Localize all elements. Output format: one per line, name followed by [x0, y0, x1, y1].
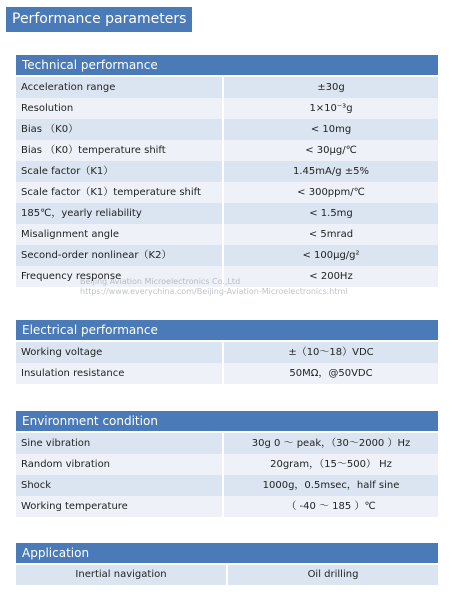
param-value: 30g 0 ～ peak，（30～2000 ）Hz [222, 433, 438, 454]
watermark-url: https://www.everychina.com/Beijing-Aviation-Microelectronics.html [80, 287, 348, 296]
table-row [16, 454, 438, 475]
application-section [16, 543, 438, 585]
param-value: < 5mrad [222, 224, 438, 245]
param-label: Second-order nonlinear（K2） [21, 250, 172, 261]
param-value: 1×10⁻³g [222, 98, 438, 119]
electrical-performance-table [16, 342, 438, 384]
param-value: 1.45mA/g ±5% [222, 161, 438, 182]
param-value: ±30g [222, 77, 438, 98]
param-label: Frequency response [21, 271, 122, 282]
param-label: Shock [21, 480, 52, 491]
param-label: Acceleration range [21, 82, 116, 93]
param-label: Misalignment angle [21, 229, 120, 240]
application-item: Inertial navigation [75, 569, 167, 580]
param-label: Insulation resistance [21, 368, 125, 379]
param-value: < 200Hz [222, 266, 438, 287]
param-value: 1000g，0.5msec，half sine [222, 475, 438, 496]
param-label: Bias （K0）temperature shift [21, 145, 166, 156]
param-value: ±（10～18）VDC [222, 342, 438, 363]
table-row [16, 433, 438, 454]
table-row [16, 224, 438, 245]
electrical-performance-header: Electrical performance [16, 320, 438, 342]
table-row [16, 98, 438, 119]
watermark-company: Beijing Aviation Microelectronics Co.,Ltd [80, 277, 241, 286]
table-row [16, 161, 438, 182]
page-title: Performance parameters [6, 7, 192, 32]
table-row [16, 119, 438, 140]
table-row [16, 496, 438, 517]
table-row [16, 203, 438, 224]
technical-performance-section [16, 55, 438, 287]
table-row [16, 475, 438, 496]
environment-condition-table [16, 433, 438, 517]
environment-condition-header: Environment condition [16, 411, 438, 433]
param-value: < 100μg/g² [222, 245, 438, 266]
table-row [16, 342, 438, 363]
param-value: 50MΩ，@50VDC [222, 363, 438, 384]
table-row [16, 182, 438, 203]
environment-condition-section [16, 411, 438, 517]
param-label: Sine vibration [21, 438, 91, 449]
param-label: Working voltage [21, 347, 103, 358]
table-row [16, 266, 438, 287]
param-value: < 10mg [222, 119, 438, 140]
param-label: Scale factor（K1）temperature shift [21, 187, 201, 198]
application-header: Application [16, 543, 438, 565]
technical-performance-header: Technical performance [16, 55, 438, 77]
application-item: Oil drilling [226, 565, 438, 585]
param-value: < 1.5mg [222, 203, 438, 224]
param-label: Scale factor（K1） [21, 166, 114, 177]
param-label: Working temperature [21, 501, 128, 512]
param-value: 20gram，（15～500） Hz [222, 454, 438, 475]
param-value: < 30μg/℃ [222, 140, 438, 161]
table-row [16, 245, 438, 266]
technical-performance-table [16, 77, 438, 287]
table-row [16, 363, 438, 384]
param-value: （ -40 ～ 185 ）℃ [222, 496, 438, 517]
param-label: 185℃，yearly reliability [21, 208, 142, 219]
table-row [16, 77, 438, 98]
application-row [16, 565, 438, 585]
table-row [16, 140, 438, 161]
param-label: Random vibration [21, 459, 111, 470]
param-label: Bias （K0） [21, 124, 79, 135]
param-label: Resolution [21, 103, 74, 114]
electrical-performance-section [16, 320, 438, 384]
param-value: < 300ppm/℃ [222, 182, 438, 203]
